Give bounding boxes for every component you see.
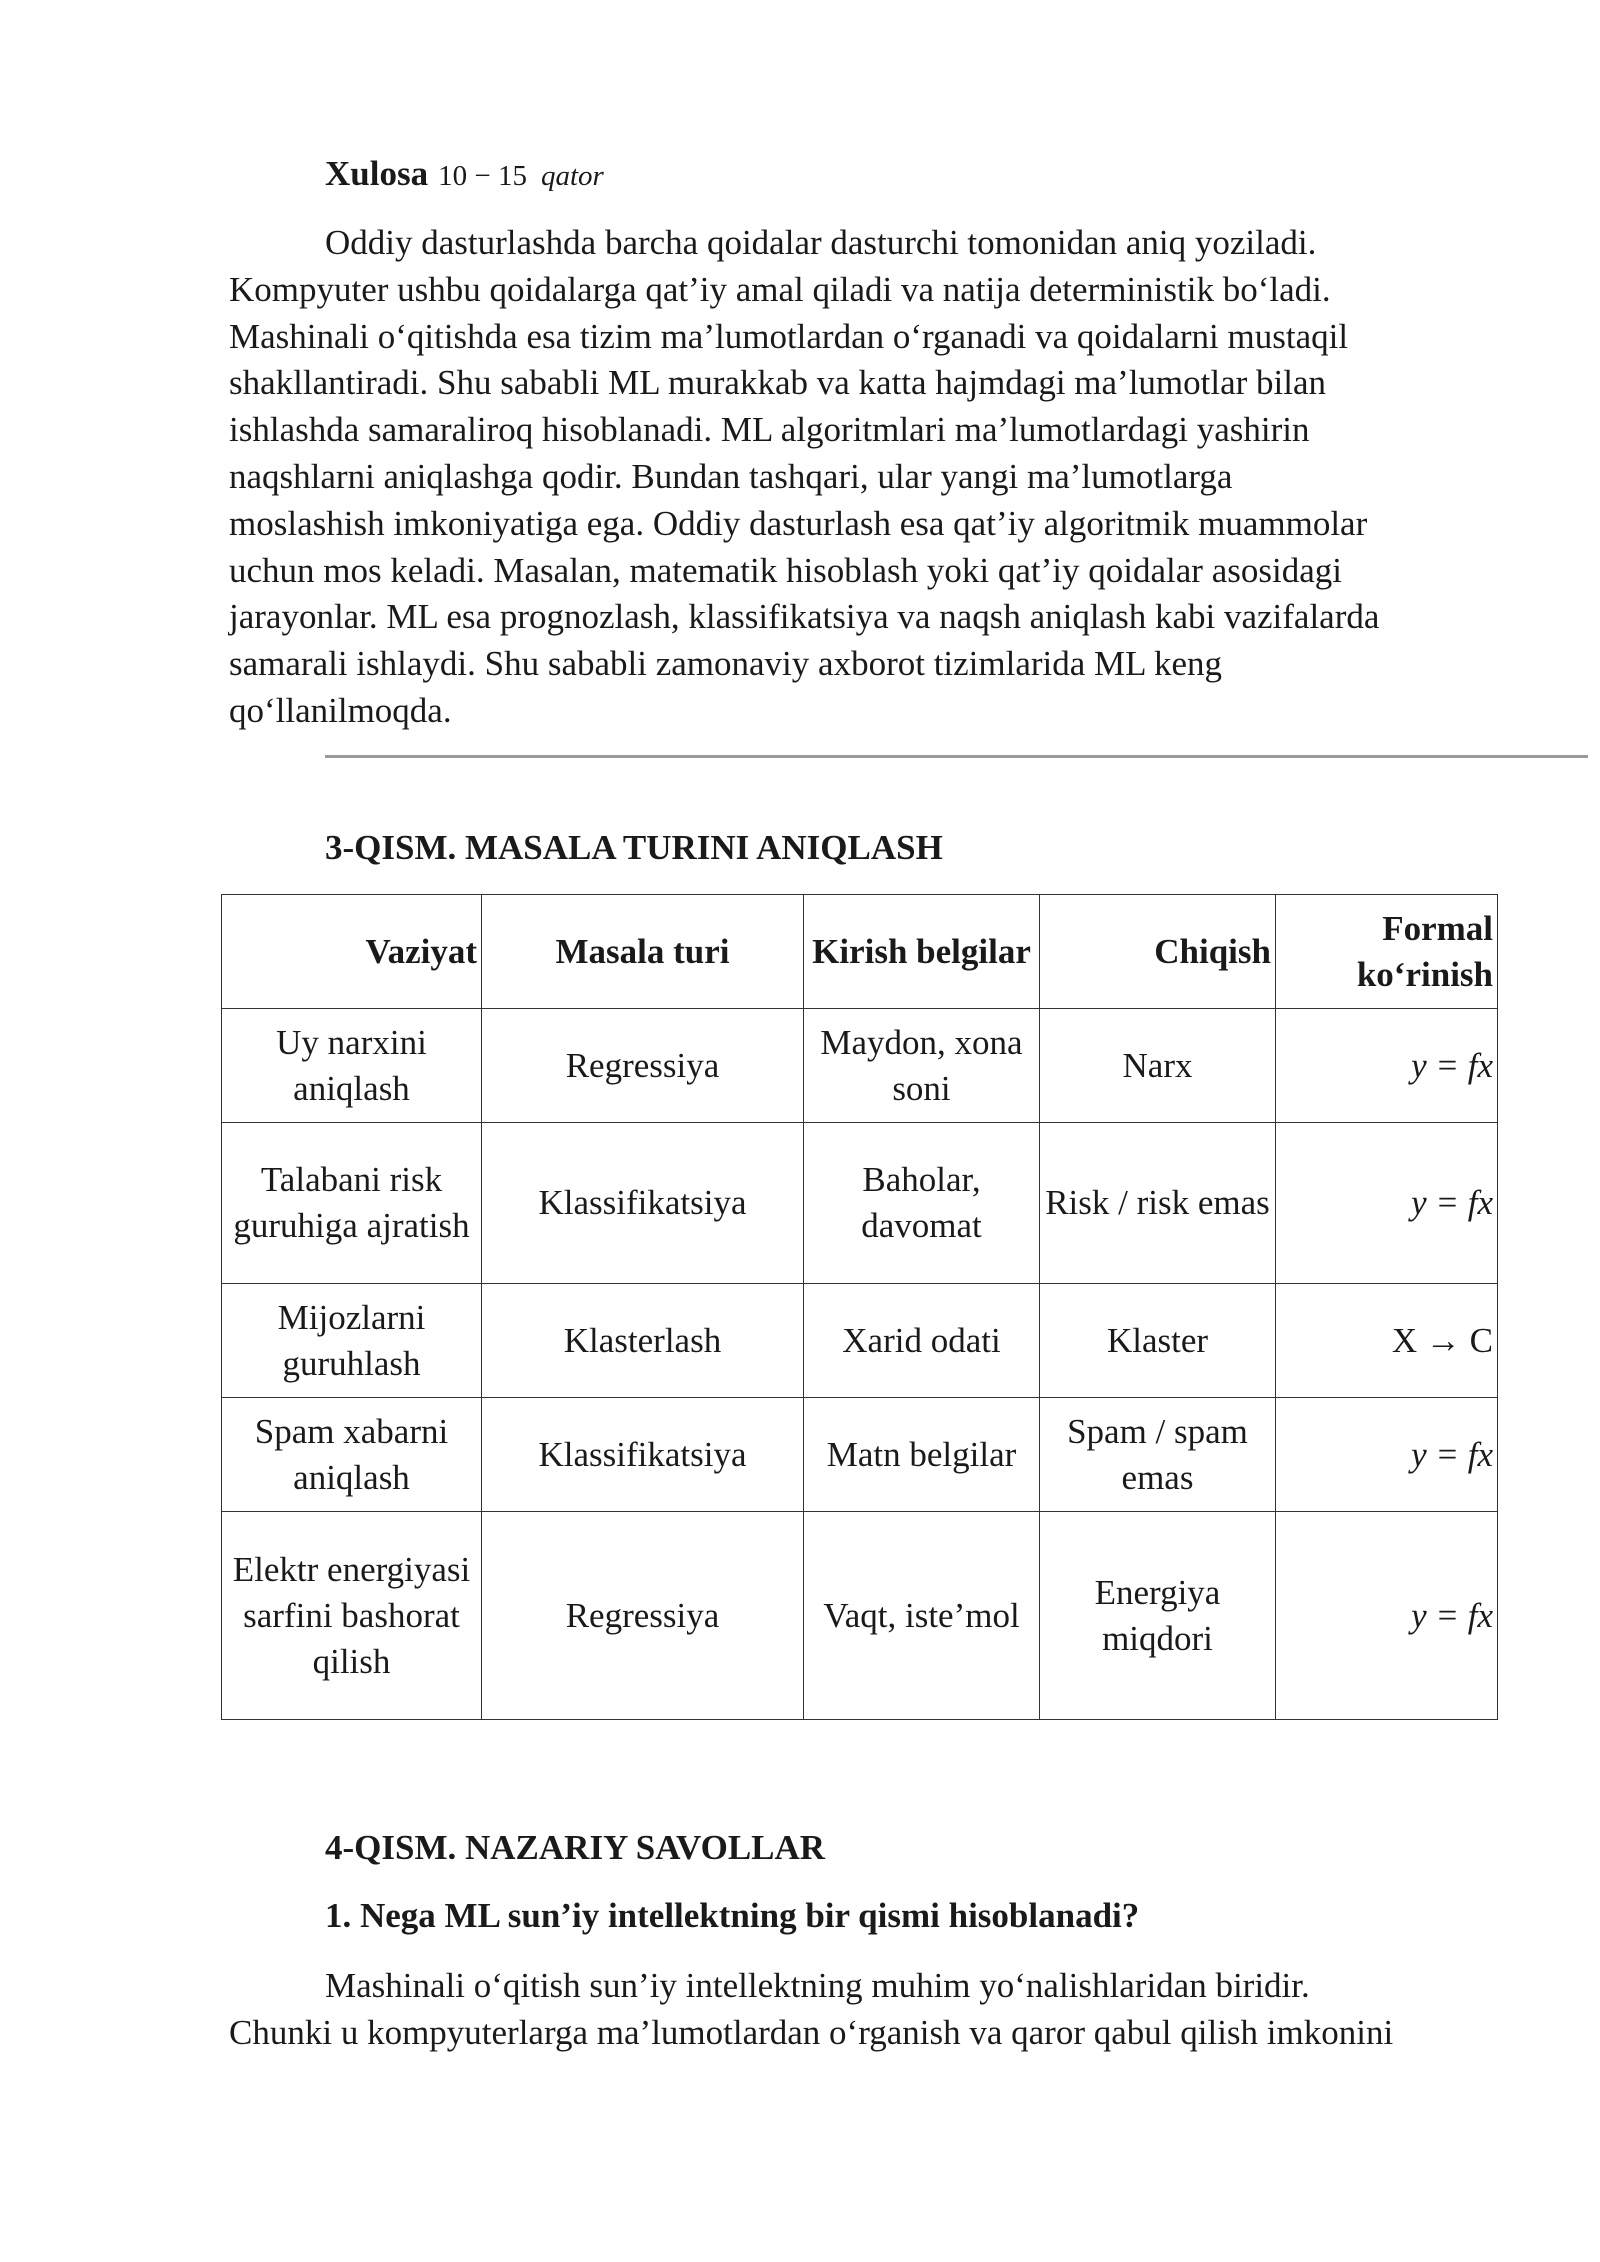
cell-vaziyat: Elektr energiyasi sarfini bashorat qilish [222, 1512, 482, 1720]
answer-paragraph [229, 1963, 1529, 2057]
summary-title: Xulosa [325, 154, 429, 193]
summary-unit: qator [540, 160, 604, 192]
paragraph-line: Kompyuter ushbu qoidalarga qat’iy amal qiladi va natija deterministik bo‘ladi. [229, 269, 1331, 309]
cell-kirish: Matn belgilar [804, 1398, 1040, 1512]
cell-chiqish: Energiya miqdori [1040, 1512, 1276, 1720]
paragraph-line: naqshlarni aniqlashga qodir. Bundan tashqari, ular yangi ma’lumotlarga [229, 456, 1233, 496]
header-vaziyat: Vaziyat [222, 895, 482, 1009]
cell-vaziyat: Spam xabarni aniqlash [222, 1398, 482, 1512]
cell-vaziyat: Mijozlarni guruhlash [222, 1284, 482, 1398]
cell-formal: y = fx [1276, 1123, 1498, 1284]
paragraph-line: Chunki u kompyuterlarga ma’lumotlardan o‘rganish va qaror qabul qilish imkonini [229, 2012, 1394, 2052]
summary-range: 10 − 15 [438, 160, 527, 192]
cell-masala-turi: Regressiya [482, 1512, 804, 1720]
cell-chiqish: Klaster [1040, 1284, 1276, 1398]
paragraph-line: Oddiy dasturlashda barcha qoidalar dasturchi tomonidan aniq yoziladi. [325, 223, 1317, 262]
table-row [222, 1123, 1498, 1284]
section3-title: 3-QISM. MASALA TURINI ANIQLASH [325, 828, 943, 867]
cell-formal: y = fx [1276, 1398, 1498, 1512]
table-header-row [222, 895, 1498, 1009]
cell-formal: y = fx [1276, 1512, 1498, 1720]
summary-heading [325, 152, 604, 198]
cell-vaziyat: Uy narxini aniqlash [222, 1009, 482, 1123]
problem-type-table [221, 894, 1498, 1720]
cell-formal: y = fx [1276, 1009, 1498, 1123]
table-row [222, 1009, 1498, 1123]
table-row [222, 1512, 1498, 1720]
header-masala-turi: Masala turi [482, 895, 804, 1009]
cell-vaziyat: Talabani risk guruhiga ajratish [222, 1123, 482, 1284]
cell-masala-turi: Klassifikatsiya [482, 1398, 804, 1512]
cell-chiqish: Spam / spam emas [1040, 1398, 1276, 1512]
section4-title: 4-QISM. NAZARIY SAVOLLAR [325, 1828, 826, 1867]
cell-chiqish: Narx [1040, 1009, 1276, 1123]
cell-kirish: Maydon, xona soni [804, 1009, 1040, 1123]
paragraph-line: Mashinali o‘qitish sun’iy intellektning muhim yo‘nalishlaridan biridir. [325, 1966, 1310, 2005]
cell-kirish: Baholar, davomat [804, 1123, 1040, 1284]
cell-kirish: Xarid odati [804, 1284, 1040, 1398]
cell-formal: X → C [1276, 1284, 1498, 1398]
paragraph-line: ishlashda samaraliroq hisoblanadi. ML algoritmlari ma’lumotlardagi yashirin [229, 410, 1310, 450]
cell-masala-turi: Klassifikatsiya [482, 1123, 804, 1284]
cell-kirish: Vaqt, iste’mol [804, 1512, 1040, 1720]
paragraph-line: Mashinali o‘qitishda esa tizim ma’lumotlardan o‘rganadi va qoidalarni mustaqil [229, 316, 1349, 356]
header-formal-korinish: Formal ko‘rinish [1276, 895, 1498, 1009]
paragraph-line: moslashish imkoniyatiga ega. Oddiy dasturlash esa qat’iy algoritmik muammolar [229, 503, 1368, 543]
paragraph-line: samarali ishlaydi. Shu sababli zamonaviy axborot tizimlarida ML keng [229, 644, 1223, 684]
paragraph-line: jarayonlar. ML esa prognozlash, klassifikatsiya va naqsh aniqlash kabi vazifalarda [229, 597, 1380, 637]
summary-paragraph [229, 220, 1529, 735]
paragraph-line: uchun mos keladi. Masalan, matematik hisoblash yoki qat’iy qoidalar asosidagi [229, 550, 1342, 590]
header-kirish-belgilar: Kirish belgilar [804, 895, 1040, 1009]
horizontal-divider [325, 755, 1588, 758]
cell-masala-turi: Regressiya [482, 1009, 804, 1123]
cell-masala-turi: Klasterlash [482, 1284, 804, 1398]
table-row [222, 1398, 1498, 1512]
header-chiqish: Chiqish [1040, 895, 1276, 1009]
table-row [222, 1284, 1498, 1398]
paragraph-line: shakllantiradi. Shu sababli ML murakkab va katta hajmdagi ma’lumotlar bilan [229, 363, 1327, 403]
cell-chiqish: Risk / risk emas [1040, 1123, 1276, 1284]
paragraph-line: qo‘llanilmoqda. [229, 690, 452, 730]
question-1: 1. Nega ML sun’iy intellektning bir qismi hisoblanadi? [325, 1896, 1140, 1935]
